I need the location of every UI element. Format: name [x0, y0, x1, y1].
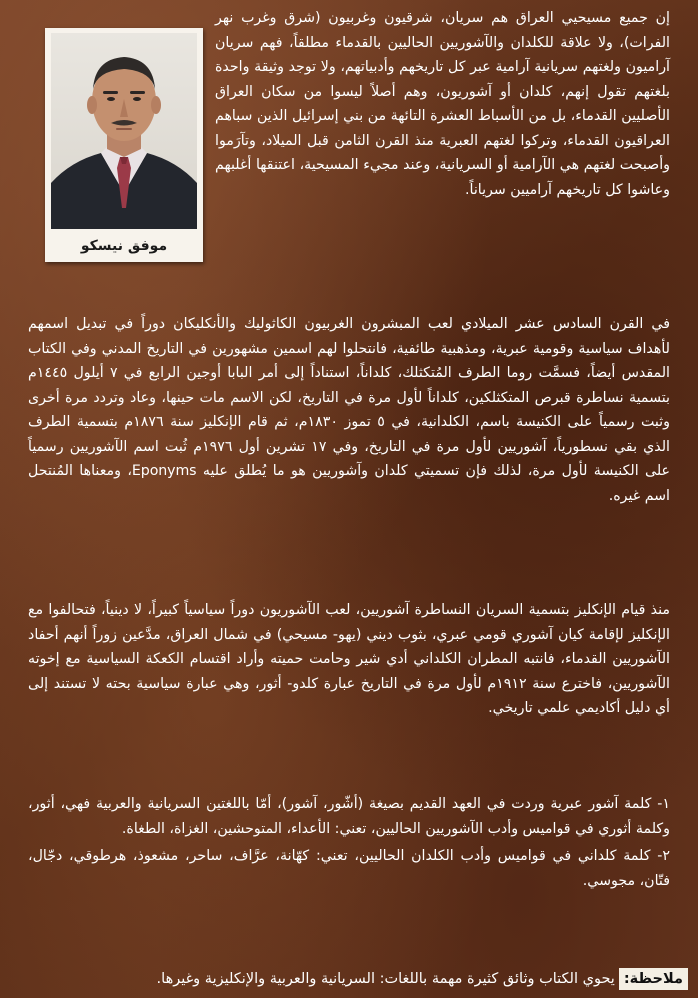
note-label: ملاحظة: [619, 968, 688, 990]
author-photo [51, 33, 197, 229]
author-name-caption: موفق نيسكو [80, 238, 168, 254]
note-line [20, 968, 688, 990]
footnote-ashur: ١- كلمة آشور عبرية وردت في العهد القديم بصيغة (أشّور، آشور)، أمّا باللغتين السريانية والعربية فهي، أثور، وكلمة أثوري في قواميس وأدب الآشوريين الحاليين، تعني: الأعداء، المتوحشين، الغزاة، الطغاة. [28, 796, 670, 837]
footnote-chaldean: ٢- كلمة كلداني في قواميس وأدب الكلدان الحاليين، تعني: كهّانة، عرَّاف، ساحر، مشعوذ، هرطوقي، دجّال، فتّان، مجوسي. [28, 848, 670, 889]
paragraph-english-assyrians: منذ قيام الإنكليز بتسمية السريان النساطرة آشوريين، لعب الآشوريون دوراً سياسياً كبيراً، لا دينياً، فتحالفوا مع الإنكليز لإقامة كيان آشوري قومي عبري، بثوب ديني (يهو- مسيحي) في شمال العراق، مدَّعين زوراً أنهم أحفاد الآشوريين القدماء، فانتبه المطران الكلداني أدي شير وحامت حميته وأراد اقتسام الكعكة السياسية مع إخوته الآشوريين، فاخترع سنة ١٩١٢م لأول مرة في التاريخ عبارة كلدو- أثور، وهي عبارة سياسية بحته لا تستند إلى أي دليل أكاديمي علمي تاريخي. [28, 602, 670, 716]
note-text: يحوي الكتاب وثائق كثيرة مهمة باللغات: السريانية والعربية والإنكليزية وغيرها. [156, 971, 615, 987]
author-portrait-image [51, 33, 197, 229]
author-photo-card [45, 28, 203, 262]
paragraph-intro: إن جميع مسيحيي العراق هم سريان، شرقيون وغربيون (شرق وغرب نهر الفرات)، ولا علاقة للكلدان والآشوريين الحاليين بالقدماء مطلقاً، فهم سريان آراميون ولغتهم سريانية آرامية عبر كل تاريخهم وأدبياتهم، ولا توجد وثيقة واحدة بلغتهم تقول إنهم، كلدان أو آشوريون، وهم أصلاً ليسوا من سكان العراق الأصليين القدماء، بل من الأسباط العشرة التائهة من بني إسرائيل الذين سباهم العراقيون القدماء، وتركوا لغتهم العبرية منذ القرن الثامن قبل الميلاد، وتآرَموا وأصبحت لغتهم هي الآرامية أو السريانية، وعند مجيء المسيحية، اعتنقها أغلبهم وعاشوا كل تاريخهم آراميين سرياناً. [215, 10, 670, 198]
paragraph-missionaries: في القرن السادس عشر الميلادي لعب المبشرون الغربيون الكاثوليك والأنكليكان دوراً في تبديل اسمهم لأهداف سياسية وقومية عبرية، ومذهبية طائفية، فانتحلوا لهم اسمين مشهورين في التاريخ المدني وفي الكتاب المقدس أيضاً، فسمَّت روما الطرف المُتكثلك، كلداناً، استناداً إلى أمر البابا أوجين الرابع في ٧ أيلول ١٤٤٥م بتسمية نساطرة قبرص المتكثلكين، كلداناً لأول مرة في التاريخ، لكن الاسم مات حينها، وعاد وتردد مرة أخرى وثبت رسمياً على الكنيسة باسم، الكلدانية، في ٥ تموز ١٨٣٠م، ثم قام الإنكليز سنة ١٨٧٦م بتسمية الطرف الذي بقي نسطورياً، آشوريين لأول مرة في التاريخ، وفي ١٧ تشرين أول ١٩٧٦م ثُبت اسم الآشوريين رسمياً على الكنيسة لأول مرة، لذلك فإن تسميتي كلدان وآشوريين هو ما يُطلق عليه Eponyms، ومعناها المُنتحل اسم غيره. [28, 316, 670, 504]
